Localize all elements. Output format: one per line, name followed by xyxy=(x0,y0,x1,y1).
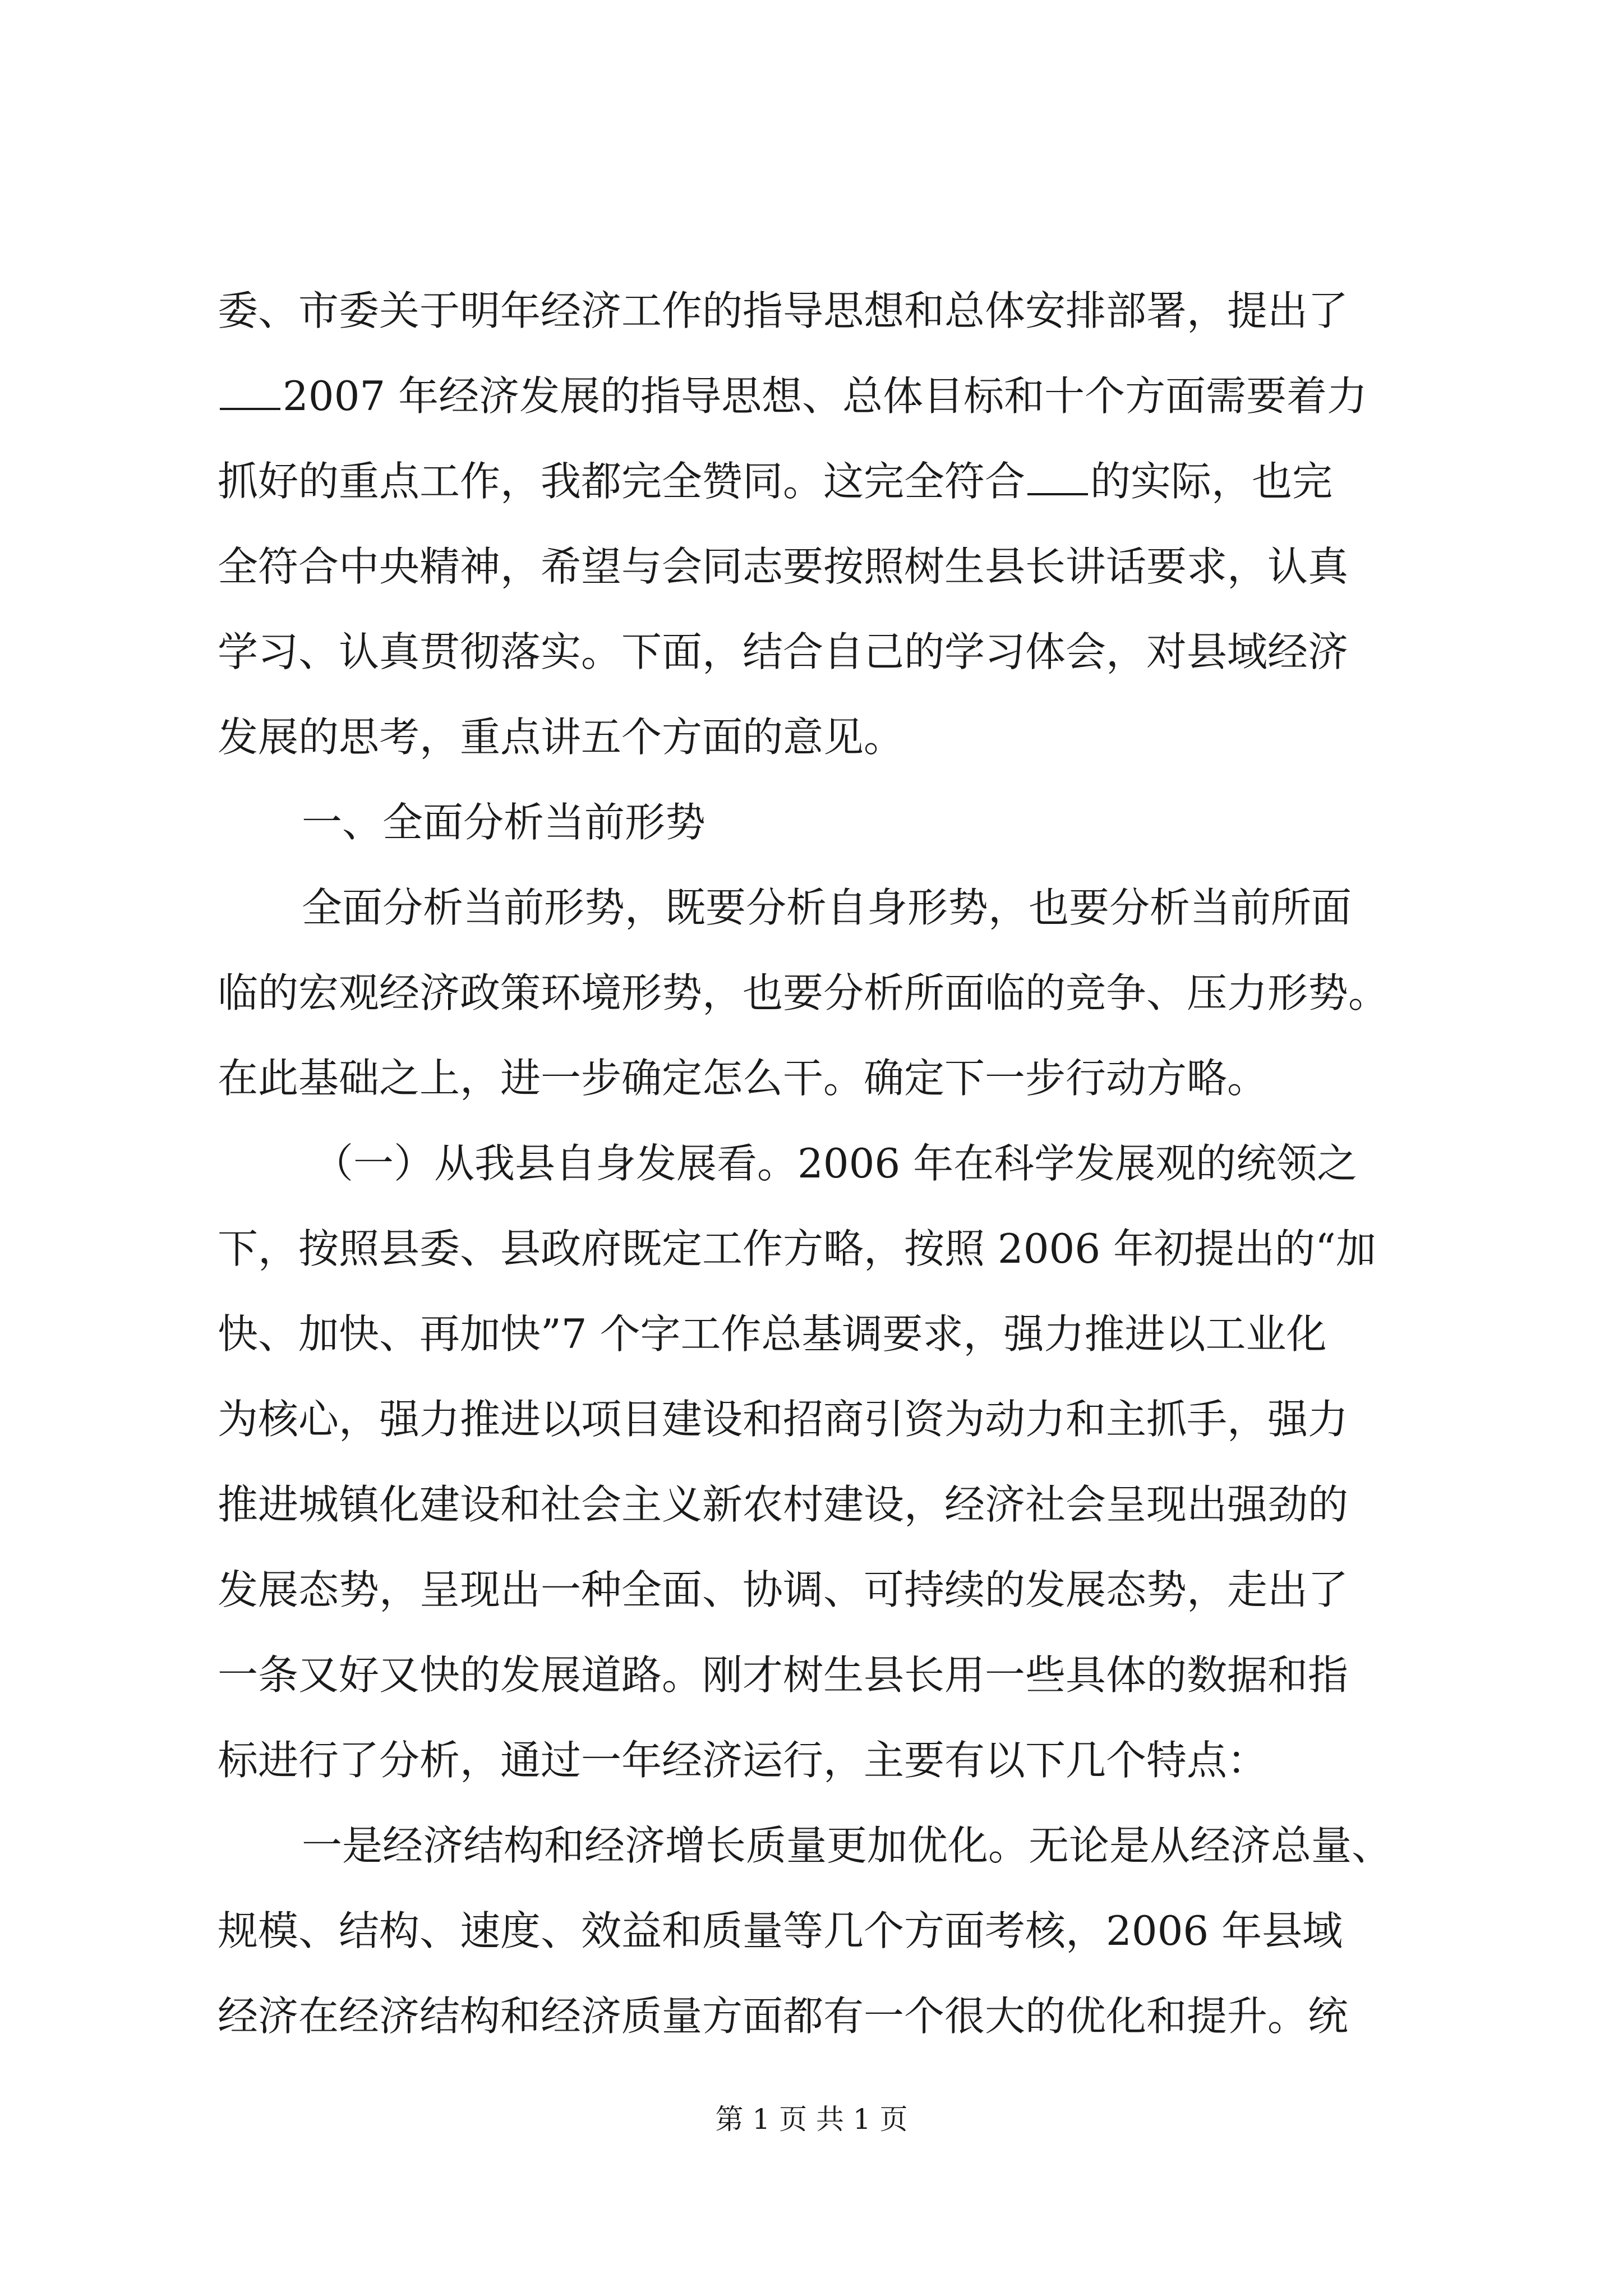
text-line: 经济在经济结构和经济质量方面都有一个很大的优化和提升。统 xyxy=(218,1993,1349,2040)
page-footer: 第 1 页 共 1 页 xyxy=(715,2103,908,2136)
text-line: 发展态势，呈现出一种全面、协调、可持续的发展态势，走出了 xyxy=(218,1566,1349,1613)
text-line: 规模、结构、速度、效益和质量等几个方面考核，2006 年县域 xyxy=(218,1907,1343,1954)
blank-underline xyxy=(1027,459,1088,495)
text-line: 委、市委关于明年经济工作的指导思想和总体安排部署，提出了 xyxy=(218,287,1349,334)
document-body xyxy=(218,268,1407,2059)
text-line: 全面分析当前形势，既要分析自身形势，也要分析当前所面 xyxy=(302,884,1352,931)
subsection-heading: （一）从我县自身发展看。2006 年在科学发展观的统领之 xyxy=(313,1140,1358,1187)
text-line: 学习、认真贯彻落实。下面，结合自己的学习体会，对县域经济 xyxy=(218,628,1349,675)
text-line: 在此基础之上，进一步确定怎么干。确定下一步行动方略。 xyxy=(218,1055,1268,1102)
section-heading: 一、全面分析当前形势 xyxy=(302,799,706,846)
text-line: 抓好的重点工作，我都完全赞同。这完全符合 的实际，也完 xyxy=(218,458,1333,505)
text-line: 推进城镇化建设和社会主义新农村建设，经济社会呈现出强劲的 xyxy=(218,1481,1349,1528)
text-line: 一是经济结构和经济增长质量更加优化。无论是从经济总量、 xyxy=(302,1822,1393,1869)
text-line: 标进行了分析，通过一年经济运行，主要有以下几个特点： xyxy=(218,1737,1268,1784)
text-line: 2007 年经济发展的指导思想、总体目标和十个方面需要着力 xyxy=(218,353,1407,439)
text-line: 临的宏观经济政策环境形势，也要分析所面临的竞争、压力形势。 xyxy=(218,969,1389,1016)
text-line: 一条又好又快的发展道路。刚才树生县长用一些具体的数据和指 xyxy=(218,1651,1349,1699)
text-line: 发展的思考，重点讲五个方面的意见。 xyxy=(218,714,905,761)
text-line: 为核心，强力推进以项目建设和招商引资为动力和主抓手，强力 xyxy=(218,1396,1349,1443)
text-line: 下，按照县委、县政府既定工作方略，按照 2006 年初提出的“加 xyxy=(218,1225,1376,1272)
blank-underline xyxy=(220,374,280,410)
text-line: 全符合中央精神，希望与会同志要按照树生县长讲话要求，认真 xyxy=(218,543,1349,590)
text-line: 快、加快、再加快”7 个字工作总基调要求，强力推进以工业化 xyxy=(218,1310,1327,1358)
